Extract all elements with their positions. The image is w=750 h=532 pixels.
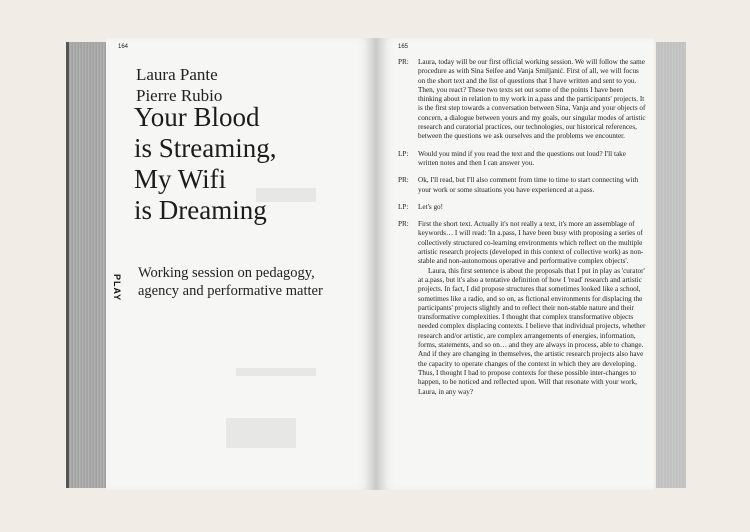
- speaker-text: [418, 58, 646, 142]
- subtitle-line: agency and performative matter: [138, 283, 323, 299]
- speaker-label: PR:: [398, 58, 409, 66]
- author-name: Pierre Rubio: [136, 86, 223, 105]
- left-page: [106, 38, 376, 490]
- speaker-label: LP:: [398, 149, 409, 158]
- paragraph: Laura, this first sentence is about the proposals that I put in play as 'curator' at a.pass, but it's also a tentative definition of how I 'read' research and artistic projects. In fact, I did propose structures that sometimes looked like a school, sometimes like a radio, and so on, as fictional environments for displacing the participants' projects slightly and to reflect their non-stable nature and their transformative complexities. I thought that complex transformative objects needed complex displacing contexts. I believe that individual projects, whether research and/or artistic, are complex arrangements of energies, information, forms, statements, and so on… and they are always in process, able to change. And if they are changing in themselves, the artistic research projects also have the capacity to operate changes of the context in which they are developing. Thus, I thought I had to propose contexts for these possible inter-changes to happen, to be noticed and reflected upon. Will that resonate with your work, Laura, in any way?: [418, 266, 646, 396]
- page-number-left: 164: [118, 44, 129, 50]
- open-book: [66, 38, 686, 490]
- dialogue-turn: [398, 58, 646, 142]
- dialogue-text: [398, 58, 646, 405]
- speaker-text: [418, 176, 646, 195]
- right-page: [376, 38, 654, 490]
- show-through-block: [236, 368, 316, 376]
- paragraph: Laura, today will be our first official working session. We will follow the same procedure as with Sina Seifee and Vanja Smiljanić. First of all, we will focus on the short text and the list of questions that I have written and sent to you. Then, you react? These two texts set out some of the points I have been thinking about in relation to my work in a.pass and the participants' projects. It is the first step towards a conversation between Sina, Vanja and your objects of concern, a dialogue between yours and my goals, our singular modes of artistic research and curatorial practices, our technologies, our historical references, between the questions we ask ourselves and the problems we encounter.: [418, 58, 646, 141]
- show-through-block: [226, 418, 296, 448]
- page-number-right: 165: [398, 44, 409, 50]
- dialogue-turn: [398, 220, 646, 397]
- speaker-label: PR:: [398, 176, 409, 185]
- title-line: is Streaming,: [134, 133, 277, 163]
- title-line: Your Blood: [134, 102, 260, 132]
- speaker-text: [418, 203, 646, 212]
- author-name: Laura Pante: [136, 65, 218, 84]
- paragraph: Would you mind if you read the text and the questions out loud? I'll take written notes and then I can answer you.: [418, 149, 626, 167]
- article-title: [134, 102, 369, 226]
- article-subtitle: [138, 264, 358, 300]
- dialogue-turn: [398, 203, 646, 212]
- paragraph: Ok, I'll read, but I'll also comment from time to time to start connecting with your work or some situations you have experienced at a.pass.: [418, 176, 639, 194]
- dialogue-turn: [398, 176, 646, 195]
- section-tab: PLAY: [112, 274, 122, 302]
- page-edges-right: [656, 42, 686, 488]
- title-line: My Wifi: [134, 164, 227, 194]
- subtitle-line: Working session on pedagogy,: [138, 265, 315, 281]
- speaker-label: LP:: [398, 202, 409, 211]
- authors: [136, 64, 222, 106]
- speaker-text: [418, 150, 646, 169]
- paragraph: Let's go!: [418, 202, 444, 211]
- paragraph: First the short text. Actually it's not really a text, it's more an assemblage of keywords… I will read: 'In a.pass, I have been busy with proposing a series of collectively structured co-learning environments which reflect on the multiple artistic research projects (developed in this context of collective work) as non-stable and non-autonomous operative and performative complex objects'.: [418, 220, 644, 266]
- speaker-label: PR:: [398, 220, 409, 229]
- dialogue-turn: [398, 150, 646, 169]
- title-line: is Dreaming: [134, 195, 267, 225]
- speaker-text: [418, 220, 646, 397]
